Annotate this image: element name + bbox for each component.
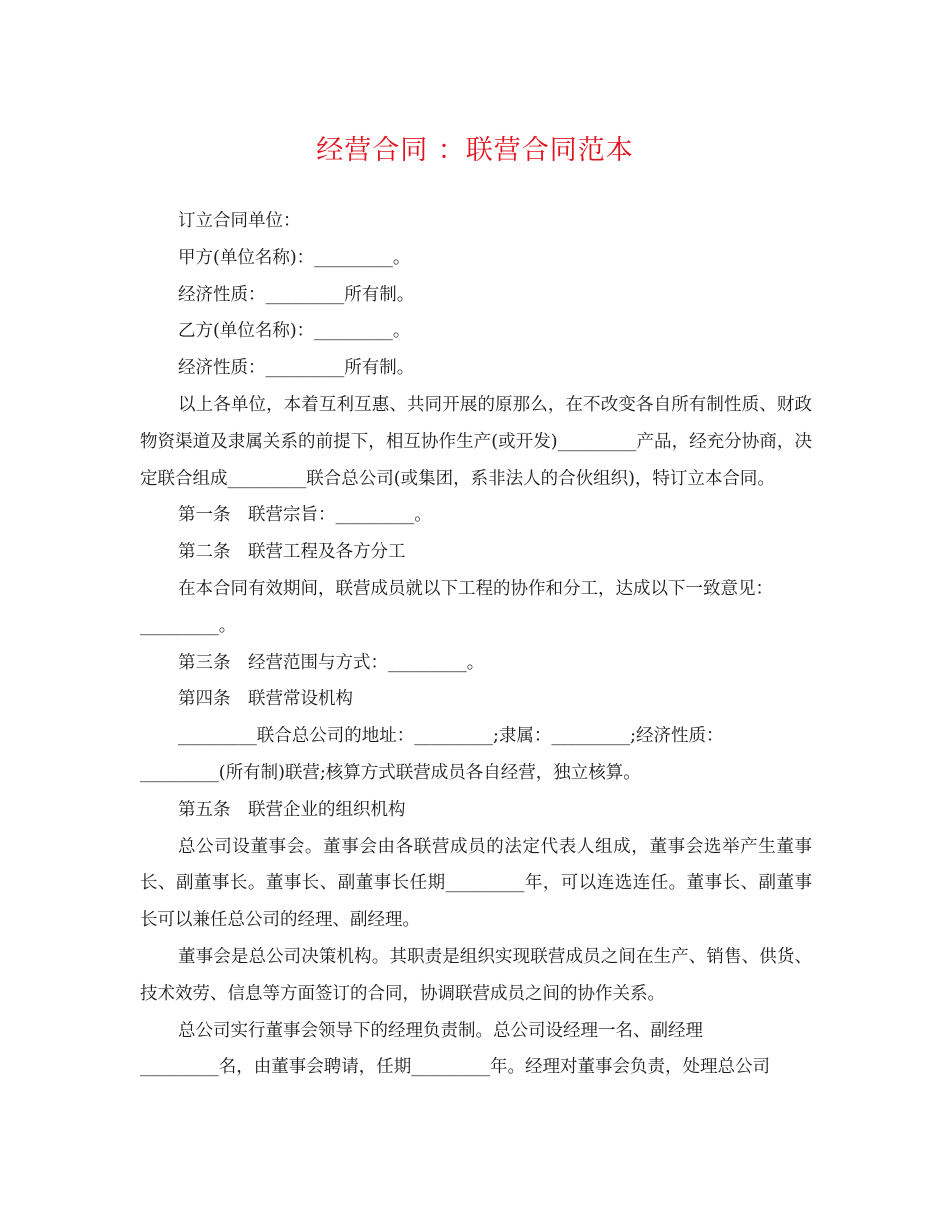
paragraph-party-a-name: 甲方(单位名称)：_________。 bbox=[178, 247, 411, 268]
contract-body bbox=[140, 203, 812, 1086]
article-3: 第三条 经营范围与方式：_________。 bbox=[178, 652, 485, 673]
paragraph-party-a-ownership: 经济性质：_________所有制。 bbox=[178, 284, 415, 305]
article-1: 第一条 联营宗旨：_________。 bbox=[178, 505, 432, 526]
article-2-blank: _________。 bbox=[140, 615, 237, 636]
article-5-manager-continued: _________名，由董事会聘请，任期_________年。经理对董事会负责，处理总公司 bbox=[140, 1057, 770, 1078]
paragraph-party-b-name: 乙方(单位名称)：_________。 bbox=[178, 321, 411, 342]
paragraph-party-b-ownership: 经济性质：_________所有制。 bbox=[178, 358, 415, 379]
article-4-heading: 第四条 联营常设机构 bbox=[178, 689, 353, 710]
paragraph-contracting-parties: 订立合同单位： bbox=[178, 211, 301, 231]
article-5-manager: 总公司实行董事会领导下的经理负责制。总公司设经理一名、副经理 bbox=[178, 1020, 703, 1041]
article-2-heading: 第二条 联营工程及各方分工 bbox=[178, 542, 406, 563]
article-4-address: _________联合总公司的地址：_________;隶属：_________;经济性质： bbox=[178, 726, 724, 747]
document-title: 经营合同 ：联营合同范本 bbox=[316, 135, 634, 166]
article-2-body: 在本合同有效期间，联营成员就以下工程的协作和分工，达成以下一致意见： bbox=[178, 578, 773, 599]
article-4-accounting: _________(所有制)联营;核算方式联营成员各自经营，独立核算。 bbox=[140, 762, 641, 783]
article-5-board: 总公司设董事会。董事会由各联营成员的法定代表人组成，董事会选举产生董事长、副董事长。董事长、副董事长任期_________年，可以连选连任。董事长、副董事长可以兼任总公司的经理、副经理。 bbox=[140, 836, 812, 931]
article-5-heading: 第五条 联营企业的组织机构 bbox=[178, 799, 406, 820]
article-5-board-duties: 董事会是总公司决策机构。其职责是组织实现联营成员之间在生产、销售、供货、技术效劳、信息等方面签订的合同，协调联营成员之间的协作关系。 bbox=[140, 946, 812, 1004]
paragraph-preamble: 以上各单位，本着互利互惠、共同开展的原那么，在不改变各自所有制性质、财政物资渠道及隶属关系的前提下，相互协作生产(或开发)_________产品，经充分协商，决定联合组成_________联合总公司(或集团，系非法人的合伙组织)，特订立本合同。 bbox=[140, 394, 812, 489]
